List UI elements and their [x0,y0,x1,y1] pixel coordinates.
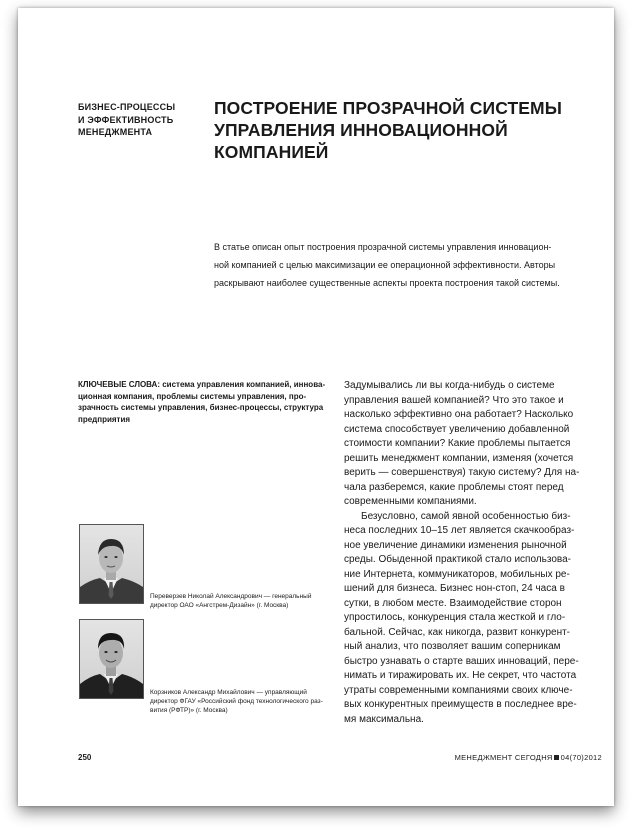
author-caption-line: вития (РФТР)» (г. Москва) [150,707,228,714]
body-line: среды. Обыденной практикой стало использова- [344,554,571,565]
body-line: верить — совершенствуя) такую систему? Для на- [344,467,580,478]
body-line: шений для бизнеса. Бизнес нон-стоп, 24 часа в [344,583,565,594]
page-number: 250 [78,753,92,762]
section-label-line: БИЗНЕС-ПРОЦЕССЫ [78,102,176,112]
section-label-line: И ЭФФЕКТИВНОСТЬ [78,114,174,125]
body-line: Безусловно, самой явной особенностью биз- [361,510,571,522]
author-caption-line: директор ФГАУ «Российский фонд технологического раз- [150,698,323,705]
author-photo-1 [79,524,144,604]
body-line: быстро узнавать о старте ваших инноваций, пере- [344,655,579,667]
keywords-line: ционная компания, проблемы системы управления, про- [78,391,307,401]
body-line: ние Интернета, коммуникаторов, мобильных ре- [344,568,570,580]
body-line: Задумывались ли вы когда-нибудь о системе [344,380,555,391]
keywords-line: предприятия [78,414,131,424]
body-line: нимать и тиражировать их. Не секрет, что частота [344,670,577,681]
body-line: чала разберемся, какие проблемы стоят перед [344,481,564,493]
body-line: система способствует увеличению добавленной [344,423,570,435]
body-line: утраты современными компаниями своих ключе- [344,684,573,696]
body-line: современными компаниями. [344,496,477,507]
author-caption-line: Корзников Александр Михайлович — управляющий [150,689,307,696]
body-text [344,379,614,727]
keywords-line: КЛЮЧЕВЫЕ СЛОВА: система управления компанией, иннова- [78,380,326,389]
body-line: решить менеджмент компании, изменяя (хочется [344,452,574,464]
section-label [78,101,208,139]
body-line: ный анализ, что позволяет вашим соперникам [344,641,561,652]
abstract-line: ной компанией с целью максимизации ее операционной эффективности. Авторы [214,260,556,270]
body-line: управления вашей компанией? Что это такое и [344,394,564,406]
abstract [214,238,604,292]
keywords-line: зрачность системы управления, бизнес-процессы, структура [78,403,324,412]
keywords [78,379,338,425]
article-title-line: УПРАВЛЕНИЯ ИННОВАЦИОННОЙ [214,120,508,140]
author-caption-line: Переверзев Николай Александрович — генеральный [150,593,312,600]
body-line: мя максимальна. [344,713,424,725]
author-caption-2 [150,688,323,715]
body-line: ное увеличение динамики изменения рыночной [344,539,567,551]
article-title [214,97,594,163]
body-line: бальной. Сейчас, как никогда, развит конкурент- [344,626,571,638]
body-line: насколько эффективно она работает? Насколько [344,409,574,420]
journal-issue: 04(70)2012 [560,753,602,762]
author-caption-1 [150,592,320,610]
journal-name: МЕНЕДЖМЕНТ СЕГОДНЯ [454,753,553,762]
square-bullet-icon [554,755,559,760]
journal-page [18,8,614,806]
abstract-line: В статье описан опыт построения прозрачной системы управления инновацион- [214,242,552,252]
author-caption-line: директор ОАО «Ангстрем-Дизайн» (г. Москва) [150,602,289,609]
body-line: упростилось, конкуренция стала жесткой и гло- [344,612,566,623]
body-line: сутки, в любом месте. Взаимодействие сторон [344,597,562,609]
abstract-line: раскрывают наиболее существенные аспекты проекта построения такой системы. [214,278,560,288]
body-line: вых конкурентных преимуществ в последнее вре- [344,699,577,710]
author-photo-2 [79,619,144,699]
body-line: неса последних 10–15 лет является скачкообраз- [344,525,575,536]
article-title-line: ПОСТРОЕНИЕ ПРОЗРАЧНОЙ СИСТЕМЫ [214,98,562,118]
journal-footer [455,753,602,762]
body-line: стоимости компании? Какие проблемы пытается [344,438,571,449]
section-label-line: МЕНЕДЖМЕНТА [78,127,153,137]
article-title-line: КОМПАНИЕЙ [214,142,329,162]
